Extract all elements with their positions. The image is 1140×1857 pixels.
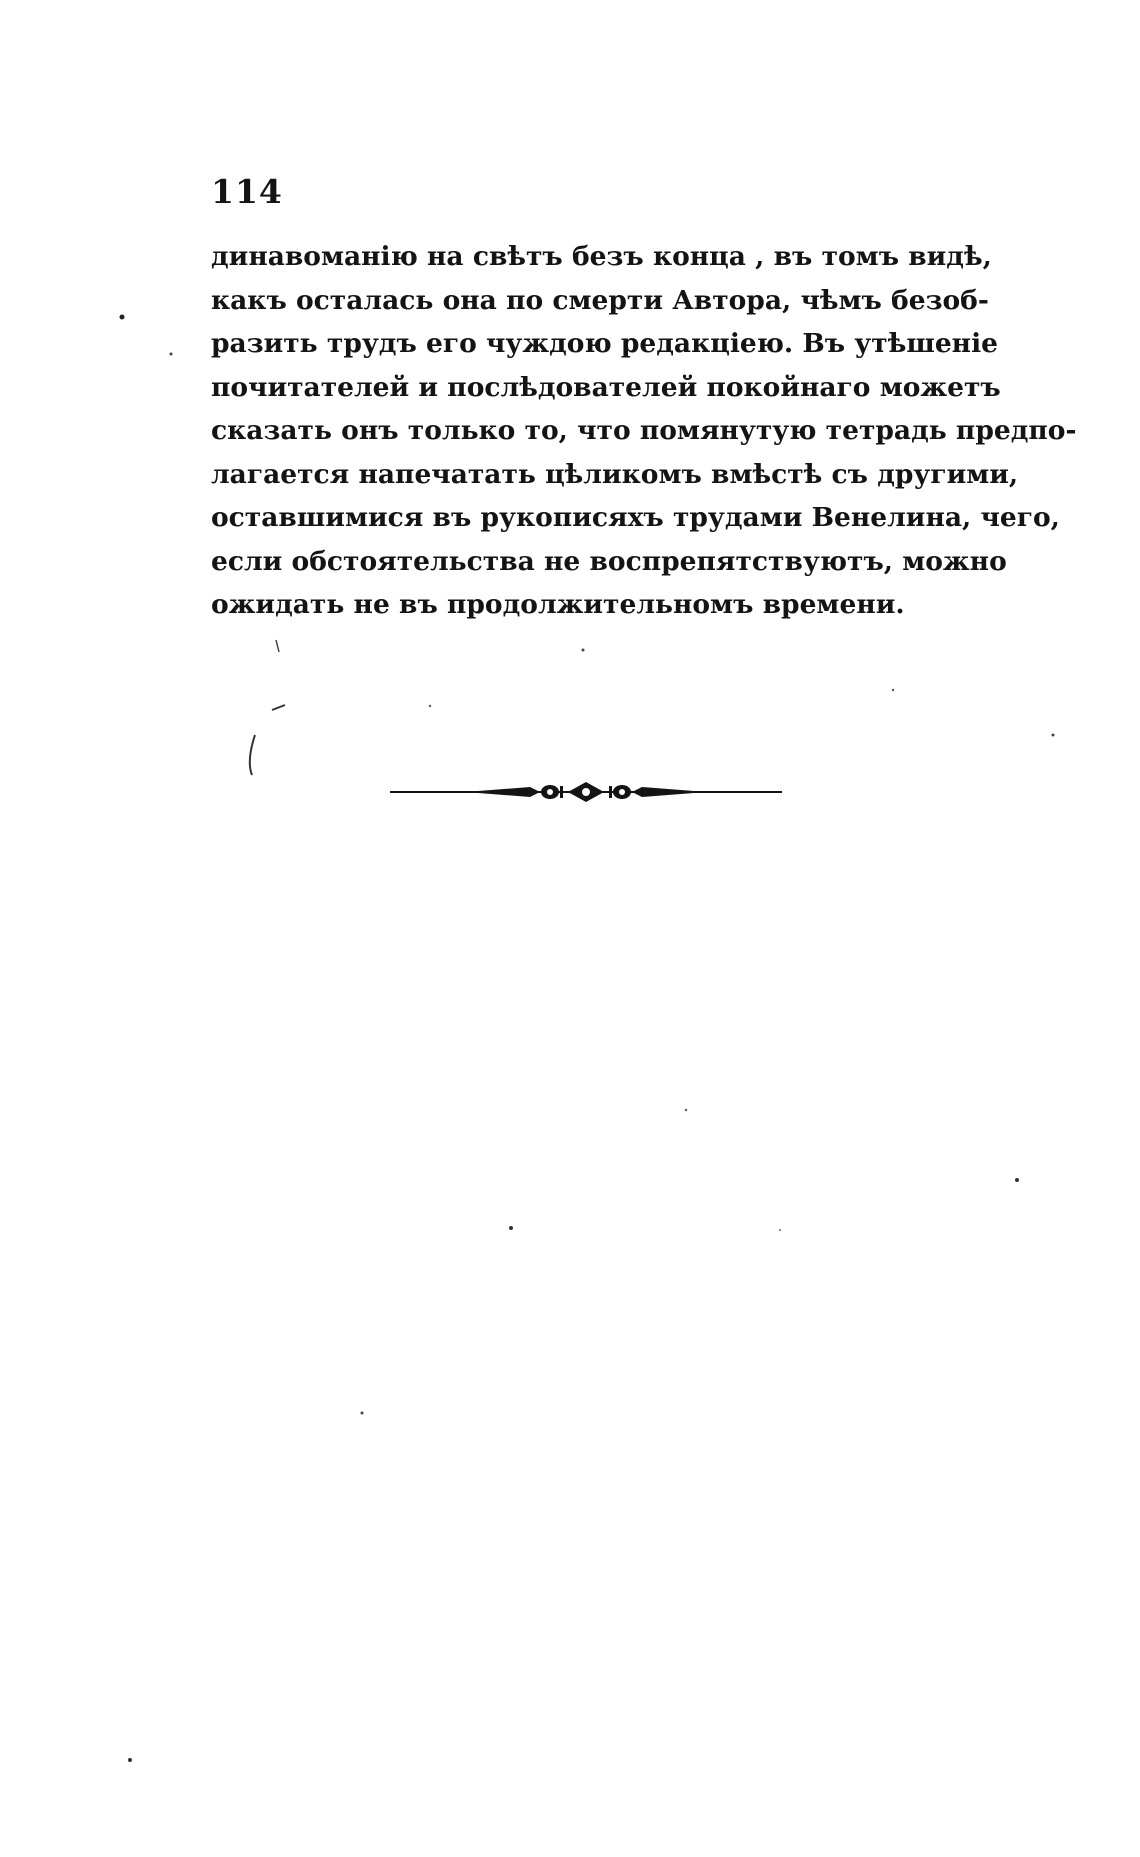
text-line: лагается напечатать цѣликомъ вмѣстѣ съ другими,	[211, 458, 1019, 490]
text-line: если обстоятельства не воспрепятствуютъ, можно	[211, 545, 1007, 577]
text-line: разить трудъ его чуждою редакціею. Въ утѣшеніе	[211, 328, 999, 359]
body-paragraph	[211, 235, 1077, 627]
decorative-rule-icon	[390, 778, 782, 806]
text-line: ожидать не въ продолжительномъ времени.	[211, 589, 905, 620]
text-line: какъ осталась она по смерти Автора, чѣмъ безоб-	[211, 284, 989, 316]
text-line: сказать онъ только то, что помянутую тетрадь предпо-	[211, 415, 1077, 446]
text-line: динавоманію на свѣтъ безъ конца , въ томъ видѣ,	[211, 241, 992, 272]
text-line: почитателей и послѣдователей покойнаго можетъ	[211, 371, 1001, 403]
text-line: оставшимися въ рукописяхъ трудами Венелина, чего,	[211, 502, 1060, 533]
page-number: 114	[211, 172, 283, 211]
